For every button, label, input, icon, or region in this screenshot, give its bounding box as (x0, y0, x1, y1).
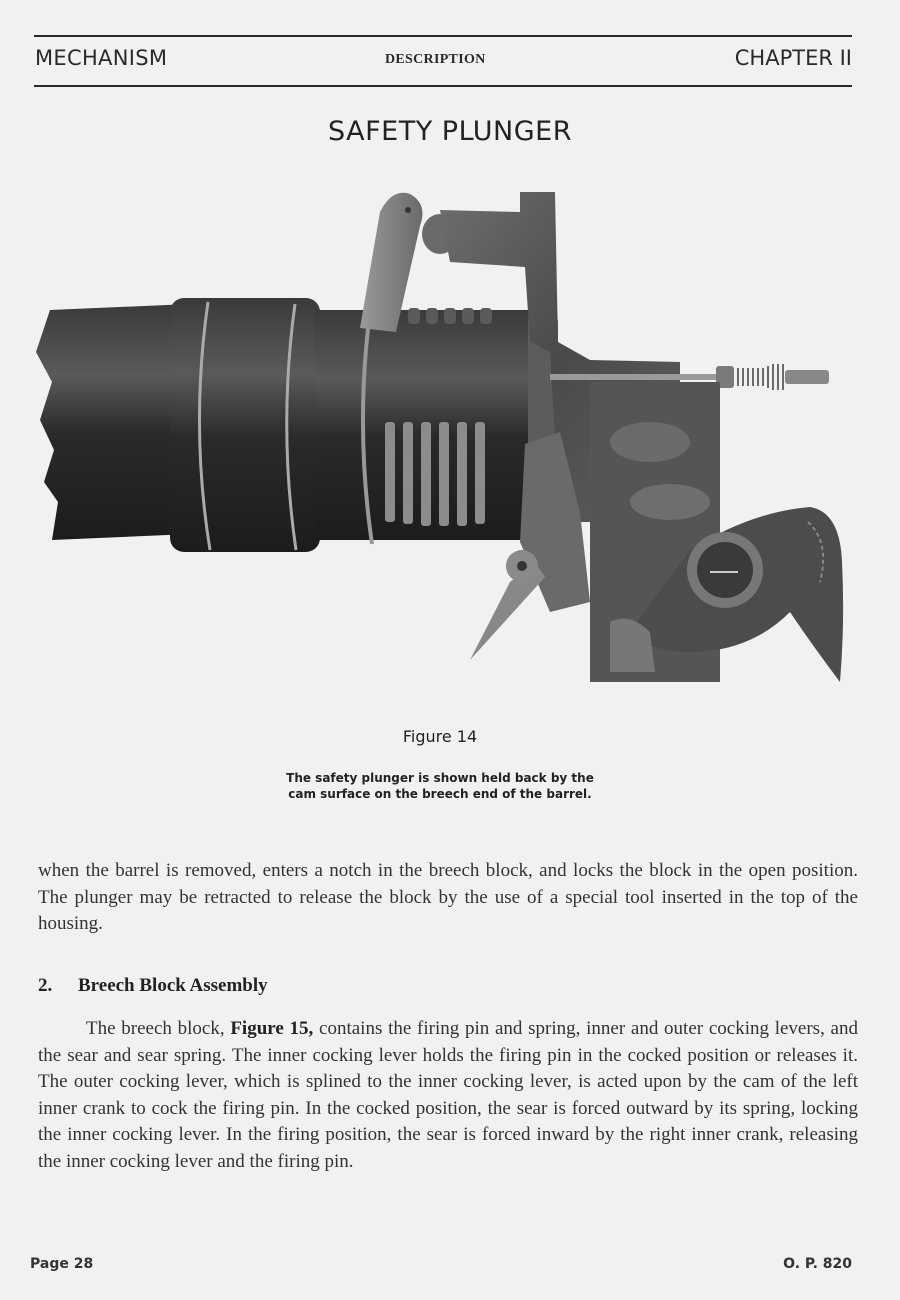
section-number: 2. (38, 975, 53, 996)
body-paragraph: when the barrel is removed, enters a notch in the breech block, and locks the block in the open position. The plunger may be retracted to release the block by the use of a special tool inserted in the top of the housing. (38, 860, 858, 934)
figure-reference: Figure 15, (230, 1018, 314, 1039)
header-chapter: CHAPTER II (734, 46, 852, 70)
document-code: O. P. 820 (783, 1256, 852, 1272)
figure-safety-plunger-illustration (30, 182, 860, 702)
section-title: Breech Block Assembly (78, 975, 268, 996)
paragraph-text: The breech block, (86, 1018, 231, 1039)
figure-caption-line: cam surface on the breech end of the barrel. (288, 787, 592, 801)
page-title: SAFETY PLUNGER (328, 116, 572, 147)
barrel-collar (170, 298, 555, 552)
header-bottom-rule (34, 85, 852, 87)
figure-label: Figure 14 (402, 727, 478, 746)
page-number: Page 28 (30, 1256, 94, 1272)
section-heading (38, 975, 268, 997)
header-section-name: MECHANISM (35, 46, 168, 70)
body-paragraph (38, 1016, 858, 1175)
figure-caption (0, 770, 880, 802)
header-top-rule (34, 35, 852, 37)
header-category: DESCRIPTION (385, 52, 486, 67)
barrel (36, 304, 190, 540)
paragraph-text: contains the firing pin and spring, inner and outer cocking levers, and the sear and sear spring. The inner cocking lever holds the firing pin in the cocked position or releases it. The outer cocking lever, which is splined to the inner cocking lever, is acted upon by the cam of the left inner crank to cock the firing pin. In the cocked position, the sear is forced outward by its spring, locking the inner cocking lever. In the firing position, the sear is forced inward by the right inner crank, releasing the inner cocking lever and the firing pin. (38, 1018, 858, 1172)
figure-caption-line: The safety plunger is shown held back by the (286, 771, 594, 785)
